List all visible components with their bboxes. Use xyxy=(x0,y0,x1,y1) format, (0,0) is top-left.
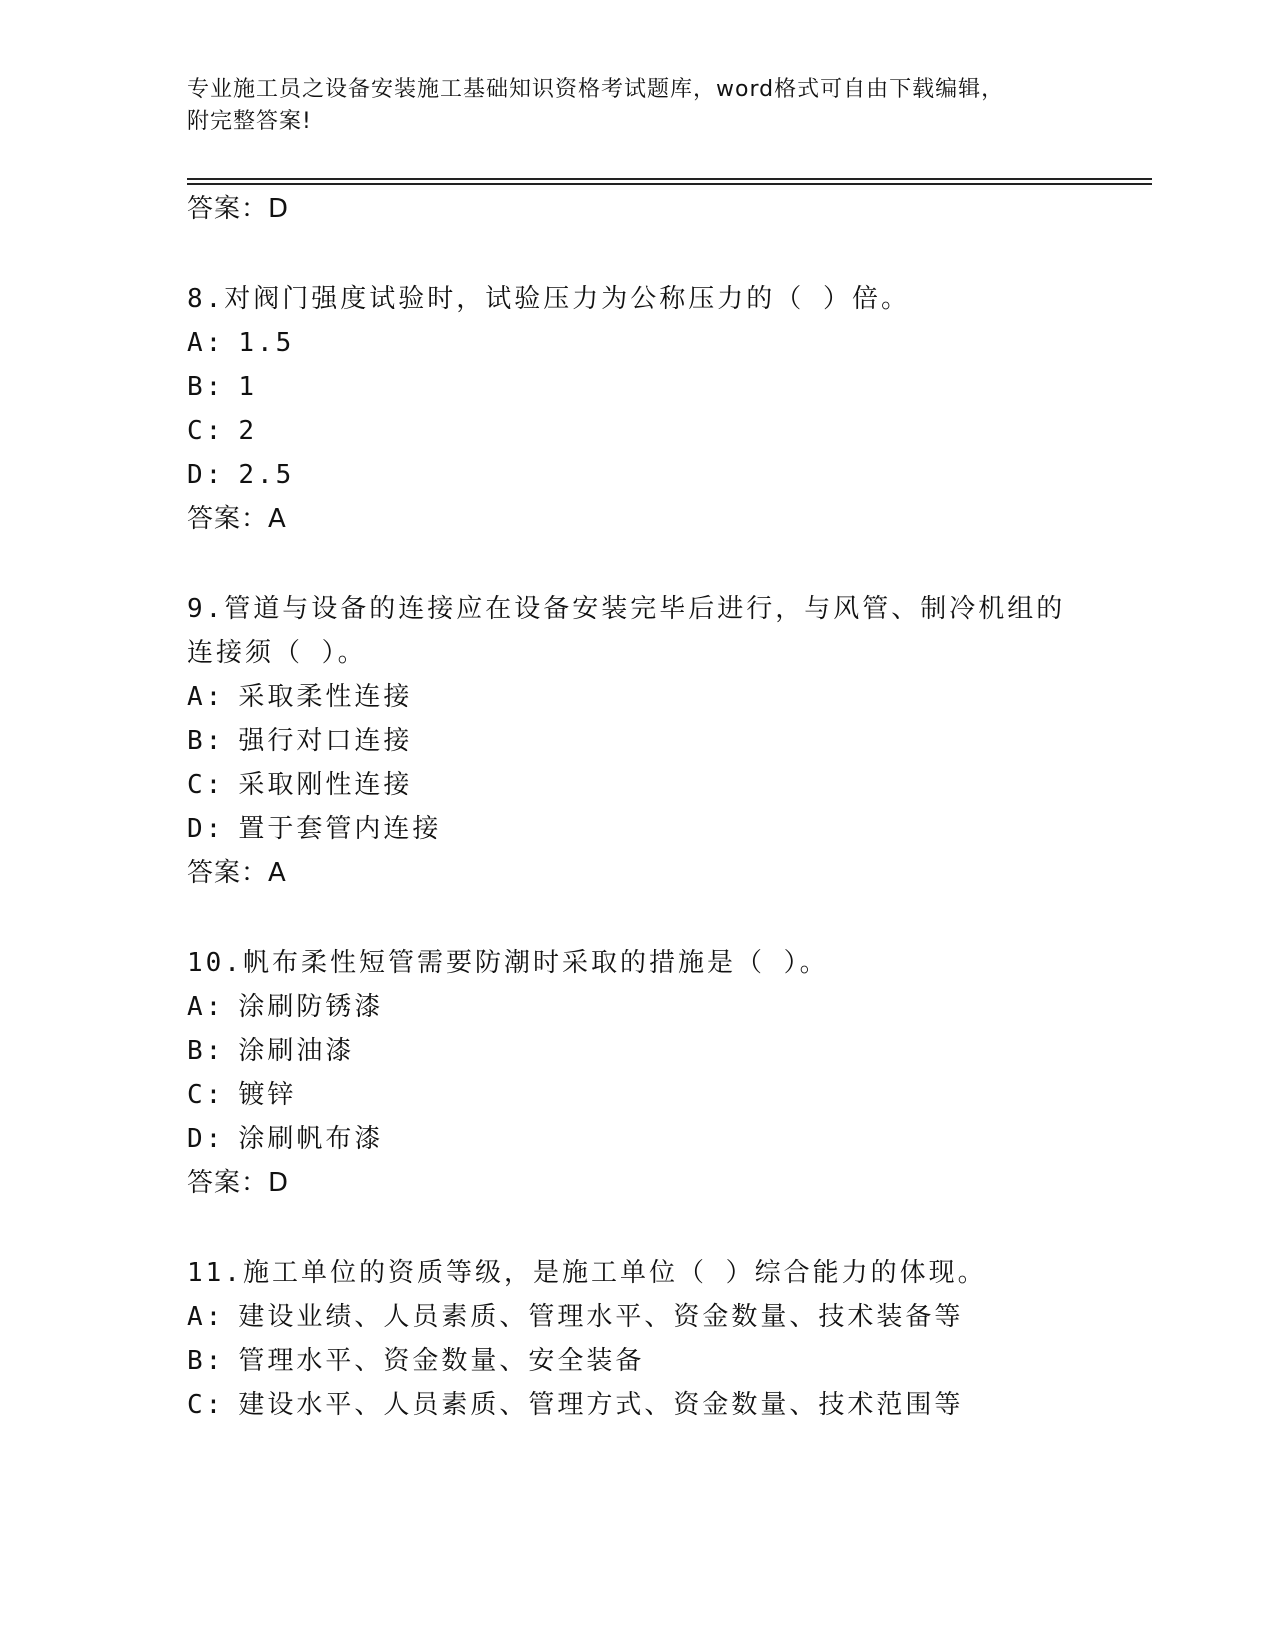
question-10-option-c xyxy=(187,1078,296,1112)
option-text: 置于套管内连接 xyxy=(238,814,442,844)
question-11-option-a xyxy=(187,1300,963,1334)
option-label: D: xyxy=(187,460,225,490)
question-8-option-b xyxy=(187,370,257,404)
option-label: A: xyxy=(187,992,225,1022)
option-text: 强行对口连接 xyxy=(238,726,413,756)
option-text: 管理水平、资金数量、安全装备 xyxy=(238,1346,645,1376)
document-header xyxy=(187,74,1067,138)
option-label: B: xyxy=(187,372,225,402)
question-8-option-d xyxy=(187,458,294,492)
question-9-answer: 答案：A xyxy=(187,858,287,888)
option-label: D: xyxy=(187,814,225,844)
header-divider-bottom xyxy=(187,183,1152,185)
question-8-option-a xyxy=(187,326,294,360)
option-text: 1 xyxy=(238,372,257,402)
option-label: B: xyxy=(187,726,225,756)
question-11-stem: 11.施工单位的资质等级，是施工单位（ ）综合能力的体现。 xyxy=(187,1258,987,1288)
question-10-answer: 答案：D xyxy=(187,1168,290,1198)
option-text: 涂刷帆布漆 xyxy=(238,1124,384,1154)
question-9-option-a xyxy=(187,680,412,714)
option-label: A: xyxy=(187,1302,225,1332)
option-text: 涂刷防锈漆 xyxy=(238,992,384,1022)
option-label: A: xyxy=(187,328,225,358)
question-8-stem: 8.对阀门强度试验时，试验压力为公称压力的（ ）倍。 xyxy=(187,284,910,314)
option-label: C: xyxy=(187,416,225,446)
option-label: C: xyxy=(187,1390,225,1420)
option-label: B: xyxy=(187,1346,225,1376)
question-11-option-c xyxy=(187,1388,963,1422)
question-11-option-b xyxy=(187,1344,644,1378)
option-label: C: xyxy=(187,1080,225,1110)
question-10-stem: 10.帆布柔性短管需要防潮时采取的措施是（ ）。 xyxy=(187,948,829,978)
header-line-1: 专业施工员之设备安装施工基础知识资格考试题库，word格式可自由下载编辑， xyxy=(187,77,1005,102)
option-label: C: xyxy=(187,770,225,800)
question-10-option-a xyxy=(187,990,383,1024)
option-text: 建设水平、人员素质、管理方式、资金数量、技术范围等 xyxy=(238,1390,964,1420)
question-10-option-b xyxy=(187,1034,354,1068)
option-text: 建设业绩、人员素质、管理水平、资金数量、技术装备等 xyxy=(238,1302,964,1332)
question-10-option-d xyxy=(187,1122,383,1156)
question-8-answer: 答案：A xyxy=(187,504,287,534)
option-text: 涂刷油漆 xyxy=(238,1036,355,1066)
option-text: 镀锌 xyxy=(238,1080,297,1110)
question-9-option-d xyxy=(187,812,441,846)
option-text: 采取柔性连接 xyxy=(238,682,413,712)
header-divider-top xyxy=(187,178,1152,180)
option-text: 2.5 xyxy=(238,460,295,490)
header-line-2: 附完整答案! xyxy=(187,109,312,134)
option-label: B: xyxy=(187,1036,225,1066)
question-8-option-c xyxy=(187,414,257,448)
question-9-stem-line-1: 9.管道与设备的连接应在设备安装完毕后进行，与风管、制冷机组的 xyxy=(187,594,1066,624)
option-text: 2 xyxy=(238,416,257,446)
option-text: 采取刚性连接 xyxy=(238,770,413,800)
option-label: D: xyxy=(187,1124,225,1154)
option-text: 1.5 xyxy=(238,328,295,358)
answer-prev: 答案：D xyxy=(187,194,290,224)
question-9-option-b xyxy=(187,724,412,758)
option-label: A: xyxy=(187,682,225,712)
question-9-option-c xyxy=(187,768,412,802)
question-9-stem-line-2: 连接须（ ）。 xyxy=(187,638,367,668)
